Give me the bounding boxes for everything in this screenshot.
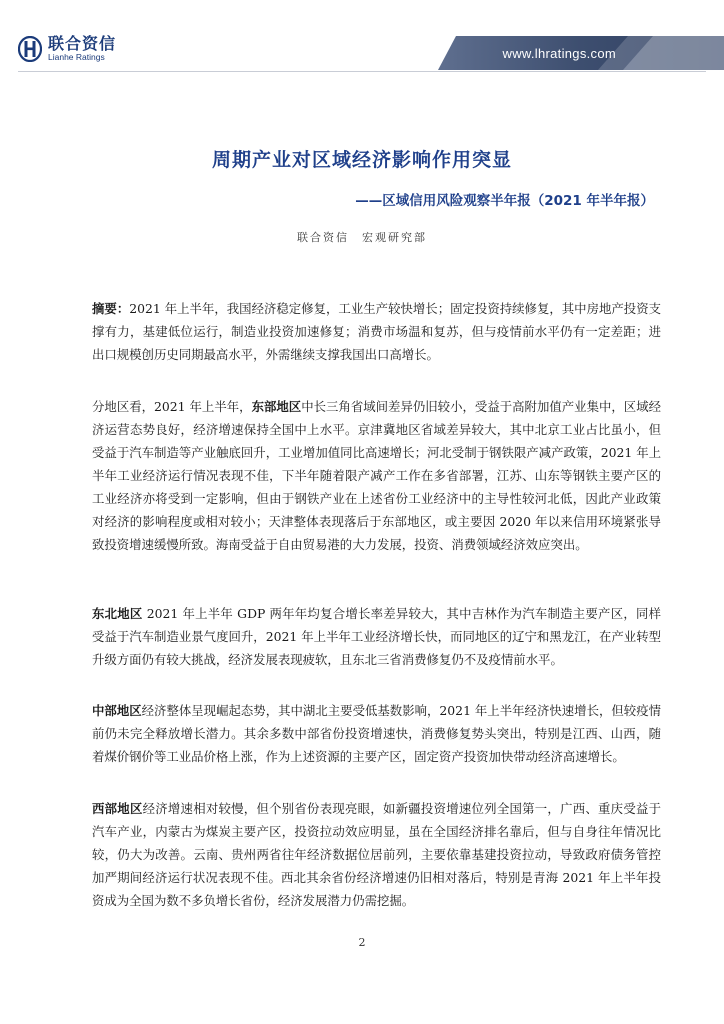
- abstract-label: 摘要：: [92, 301, 130, 316]
- east-label: 东部地区: [251, 399, 302, 414]
- paragraph-northeast: [92, 602, 661, 671]
- paragraph-abstract: [92, 297, 661, 366]
- paragraph-central: [92, 699, 661, 768]
- west-label: 西部地区: [92, 801, 143, 816]
- east-intro: 分地区看，2021 年上半年，: [92, 399, 252, 414]
- paragraph-east: [92, 395, 661, 556]
- website-banner: [438, 36, 724, 70]
- website-link[interactable]: www.lhratings.com: [502, 46, 616, 61]
- abstract-text: 2021 年上半年，我国经济稳定修复，工业生产较快增长；固定投资持续修复，其中房地产投资支撑有力，基建低位运行，制造业投资加速修复；消费市场温和复苏，但与疫情前水平仍有一定差距；进出口规模创历史同期最高水平，外需继续支撑我国出口高增长。: [92, 301, 661, 362]
- page-number: 2: [358, 936, 366, 949]
- lianhe-logo-icon: [18, 36, 42, 62]
- header-divider: [18, 71, 706, 72]
- central-text: 经济整体呈现崛起态势，其中湖北主要受低基数影响，2021 年上半年经济快速增长，但较疫情前仍未完全释放增长潜力。其余多数中部省份投资增速快，消费修复势头突出，特别是江西、山西，随着煤价钢价等工业品价格上涨，作为上述资源的主要产区，固定资产投资加快带动经济高速增长。: [92, 703, 661, 764]
- document-title: 周期产业对区域经济影响作用突显: [211, 149, 512, 171]
- paragraph-west: [92, 797, 661, 912]
- central-label: 中部地区: [92, 703, 142, 718]
- northeast-text: 2021 年上半年 GDP 两年年均复合增长率差异较大，其中吉林作为汽车制造主要产区，同样受益于汽车制造业景气度回升，2021 年上半年工业经济增长快，而同地区的辽宁和黑龙江，在产业转型升级方面仍有较大挑战，经济发展表现疲软，且东北三省消费修复仍不及疫情前水平。: [92, 606, 661, 667]
- northeast-label: 东北地区: [92, 606, 143, 621]
- page-header: [0, 0, 724, 80]
- brand-logo[interactable]: [18, 36, 116, 62]
- east-text: 中长三角省域间差异仍旧较小，受益于高附加值产业集中，区域经济运营态势良好，经济增速保持全国中上水平。京津冀地区省域差异较大，其中北京工业占比虽小，但受益于汽车制造等产业触底回升，工业增加值同比高速增长；河北受制于钢铁限产减产政策，2021 年上半年工业经济运行情况表现不佳，下半年随着限产减产工作在多省部署，江苏、山东等钢铁主要产区的工业经济亦将受到一定影响，但由于钢铁产业在上述省份工业经济中的主导性较河北低，因此产业政策对经济的影响程度或相对较小；天津整体表现落后于东部地区，或主要因 2020 年以来信用环境紧张导致投资增速缓慢所致。海南受益于自由贸易港的大力发展，投资、消费领域经济效应突出。: [92, 399, 661, 552]
- logo-name-en: Lianhe Ratings: [48, 52, 105, 62]
- logo-name-cn: 联合资信: [48, 34, 117, 53]
- west-text: 经济增速相对较慢，但个别省份表现亮眼，如新疆投资增速位列全国第一，广西、重庆受益于汽车产业，内蒙古为煤炭主要产区，投资拉动效应明显，虽在全国经济排名靠后，但与自身往年情况比较，仍大为改善。云南、贵州两省往年经济数据位居前列，主要依靠基建投资拉动，导致政府债务管控加严期间经济运行状况表现不佳。西北其余省份经济增速仍旧相对落后，特别是青海 2021 年上半年投资成为全国为数不多负增长省份，经济发展潜力仍需挖掘。: [92, 801, 662, 908]
- author-byline: 联合资信 宏观研究部: [297, 231, 427, 244]
- document-subtitle: ——区域信用风险观察半年报（2021 年半年报）: [355, 193, 654, 209]
